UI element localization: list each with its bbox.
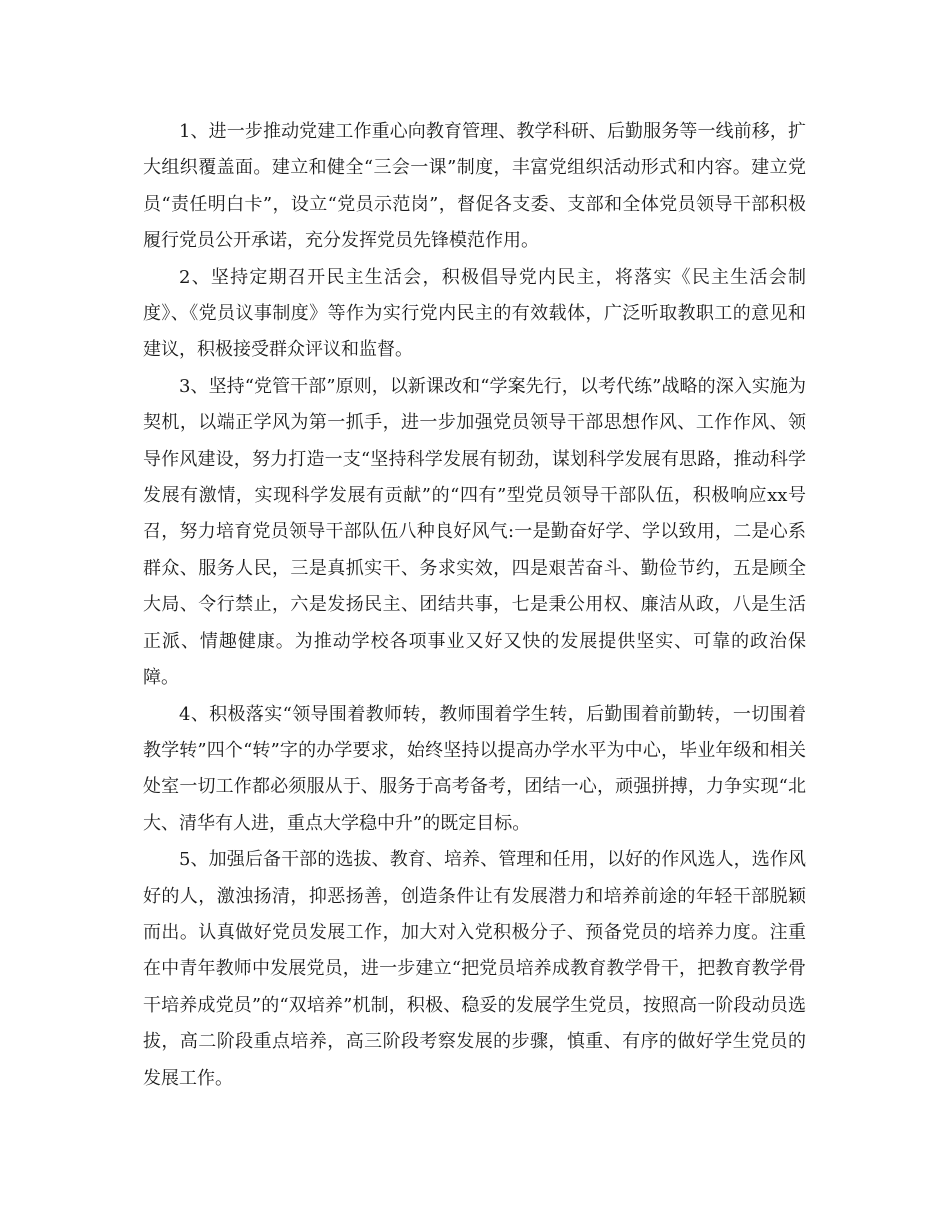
paragraph-1: 1、进一步推动党建工作重心向教育管理、教学科研、后勤服务等一线前移，扩大组织覆盖面。建立和健全“三会一课”制度，丰富党组织活动形式和内容。建立党员“责任明白卡”，设立“党员示范岗”，督促各支委、支部和全体党员领导干部积极履行党员公开承诺，充分发挥党员先锋模范作用。 [143,121,806,252]
document-body [143,114,806,1097]
paragraph-2: 2、坚持定期召开民主生活会，积极倡导党内民主，将落实《民主生活会制度》、《党员议事制度》等作为实行党内民主的有效载体，广泛听取教职工的意见和建议，积极接受群众评议和监督。 [143,266,806,361]
paragraph-4: 4、积极落实“领导围着教师转，教师围着学生转，后勤围着前勤转，一切围着教学转”四个“转”字的办学要求，始终坚持以提高办学水平为中心，毕业年级和相关处室一切工作都必须服从于、服务于高考备考，团结一心，顽强拼搏，力争实现“北大、清华有人进，重点大学稳中升”的既定目标。 [143,703,806,834]
paragraph-3: 3、坚持“党管干部”原则，以新课改和“学案先行，以考代练”战略的深入实施为契机，以端正学风为第一抓手，进一步加强党员领导干部思想作风、工作作风、领导作风建设，努力打造一支“坚持科学发展有韧劲，谋划科学发展有思路，推动科学发展有激情，实现科学发展有贡献”的“四有”型党员领导干部队伍，积极响应xx号召，努力培育党员领导干部队伍八种良好风气:一是勤奋好学、学以致用，二是心系群众、服务人民，三是真抓实干、务求实效，四是艰苦奋斗、勤俭节约，五是顾全大局、令行禁止，六是发扬民主、团结共事，七是秉公用权、廉洁从政，八是生活正派、情趣健康。为推动学校各项事业又好又快的发展提供坚实、可靠的政治保障。 [143,375,806,689]
paragraph-5: 5、加强后备干部的选拔、教育、培养、管理和任用，以好的作风选人，选作风好的人，激浊扬清，抑恶扬善，创造条件让有发展潜力和培养前途的年轻干部脱颖而出。认真做好党员发展工作，加大对入党积极分子、预备党员的培养力度。注重在中青年教师中发展党员，进一步建立“把党员培养成教育教学骨干，把教育教学骨干培养成党员”的“双培养”机制，积极、稳妥的发展学生党员，按照高一阶段动员选拔，高二阶段重点培养，高三阶段考察发展的步骤，慎重、有序的做好学生党员的发展工作。 [143,849,806,1089]
